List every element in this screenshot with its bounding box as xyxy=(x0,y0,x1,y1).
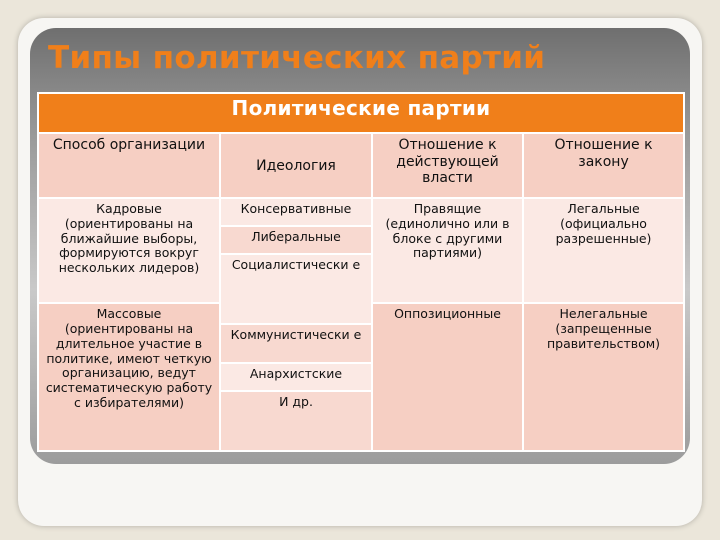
cell-ideology-conservative: Консервативные xyxy=(220,198,372,226)
slide-title: Типы политических партий xyxy=(48,40,546,76)
column-header-power: Отношение к действующей власти xyxy=(372,133,523,198)
cell-ideology-communist: Коммунистически е xyxy=(220,324,372,363)
cell-mass-parties: Массовые (ориентированы на длительное участие в политике, имеют четкую организацию, ведут систематическую работу с избирателями) xyxy=(38,303,220,451)
column-header-organization: Способ организации xyxy=(38,133,220,198)
cell-opposition-parties: Оппозиционные xyxy=(372,303,523,451)
parties-table xyxy=(37,92,685,452)
column-header-ideology: Идеология xyxy=(220,133,372,198)
cell-legal-parties: Легальные (официально разрешенные) xyxy=(523,198,684,303)
cell-cadre-parties: Кадровые (ориентированы на ближайшие выборы, формируются вокруг нескольких лидеров) xyxy=(38,198,220,303)
column-header-law: Отношение к закону xyxy=(523,133,684,198)
cell-illegal-parties: Нелегальные (запрещенные правительством) xyxy=(523,303,684,451)
cell-ideology-other: И др. xyxy=(220,391,372,451)
table-header: Политические партии xyxy=(38,93,684,133)
cell-ruling-parties: Правящие (единолично или в блоке с другими партиями) xyxy=(372,198,523,303)
cell-ideology-liberal: Либеральные xyxy=(220,226,372,254)
cell-ideology-anarchist: Анархистские xyxy=(220,363,372,391)
cell-ideology-socialist: Социалистически е xyxy=(220,254,372,324)
